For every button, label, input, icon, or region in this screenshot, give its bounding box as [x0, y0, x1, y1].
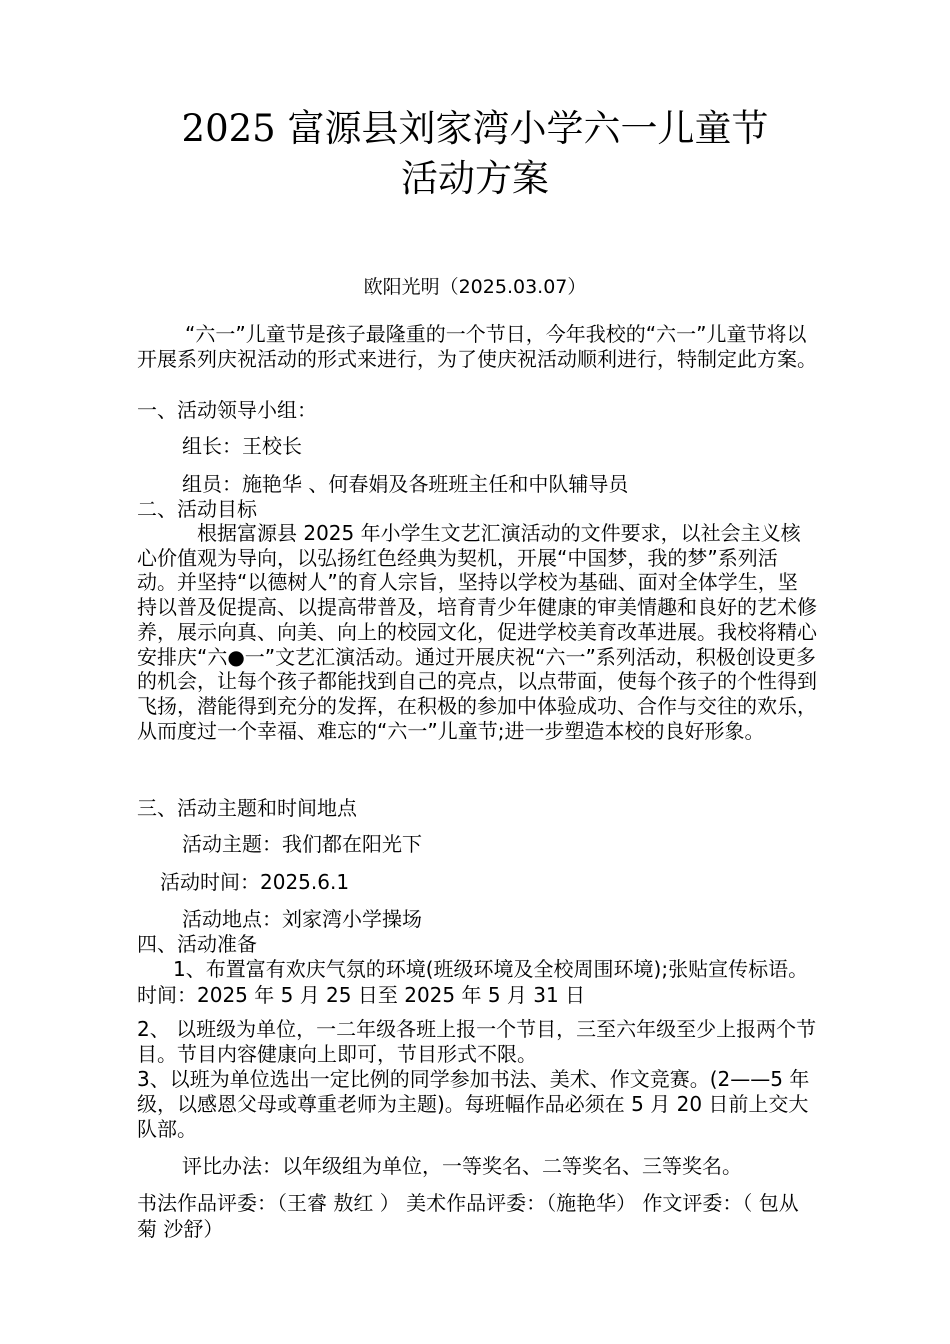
theme-line: 活动主题：我们都在阳光下	[182, 832, 422, 856]
judging-method: 评比办法：以年级组为单位，一等奖名、二等奖名、三等奖名。	[182, 1154, 742, 1178]
judges-paragraph: 书法作品评委：（王睿 敖红 ） 美术作品评委：（施艳华） 作文评委：（ 包从菊 沙舒）	[137, 1191, 799, 1241]
place-line: 活动地点：刘家湾小学操场	[182, 907, 422, 931]
prep-item-3: 3、以班为单位选出一定比例的同学参加书法、美术、作文竞赛。(2——5 年级，以感恩父母或尊重老师为主题)。每班幅作品必须在 5 月 20 日前上交大队部。	[137, 1067, 810, 1141]
section-heading-theme: 三、活动主题和时间地点	[137, 796, 357, 820]
section-heading-preparation: 四、活动准备	[137, 932, 257, 956]
leader-line: 组长：王校长	[182, 434, 302, 458]
title-line-2: 活动方案	[401, 157, 549, 200]
section-heading-leadership: 一、活动领导小组：	[137, 398, 317, 422]
section-heading-goals: 二、活动目标	[137, 497, 257, 521]
members-line: 组员：施艳华 、何春娟及各班班主任和中队辅导员	[182, 472, 629, 496]
document-title	[0, 104, 950, 204]
prep-item-1: 1、布置富有欢庆气氛的环境(班级环境及全校周围环境);张贴宣传标语。时间：2025 年 5 月 25 日至 2025 年 5 月 31 日	[137, 957, 809, 1007]
title-line-1: 2025 富源县刘家湾小学六一儿童节	[181, 107, 769, 150]
author-date: 欧阳光明（2025.03.07）	[363, 276, 587, 298]
intro-paragraph: “六一”儿童节是孩子最隆重的一个节日，今年我校的“六一”儿童节将以开展系列庆祝活动的形式来进行，为了使庆祝活动顺利进行，特制定此方案。	[137, 322, 817, 371]
goal-paragraph: 根据富源县 2025 年小学生文艺汇演活动的文件要求，以社会主义核心价值观为导向，以弘扬红色经典为契机，开展“中国梦，我的梦”系列活动。并坚持“以德树人”的育人宗旨，坚持以学校为基础、面对全体学生，坚持以普及促提高、以提高带普及，培育青少年健康的审美情趣和良好的艺术修养，展示向真、向美、向上的校园文化，促进学校美育改革进展。我校将精心安排庆“六●一”文艺汇演活动。通过开展庆祝“六一”系列活动，积极创设更多的机会，让每个孩子都能找到自己的亮点，以点带面，使每个孩子的个性得到飞扬，潜能得到充分的发挥，在积极的参加中体验成功、合作与交往的欢乐，从而度过一个幸福、难忘的“六一”儿童节;进一步塑造本校的良好形象。	[137, 521, 817, 743]
time-line: 活动时间：2025.6.1	[160, 870, 350, 894]
prep-item-2: 2、 以班级为单位，一二年级各班上报一个节目，三至六年级至少上报两个节目。节目内容健康向上即可，节目形式不限。	[137, 1017, 817, 1066]
